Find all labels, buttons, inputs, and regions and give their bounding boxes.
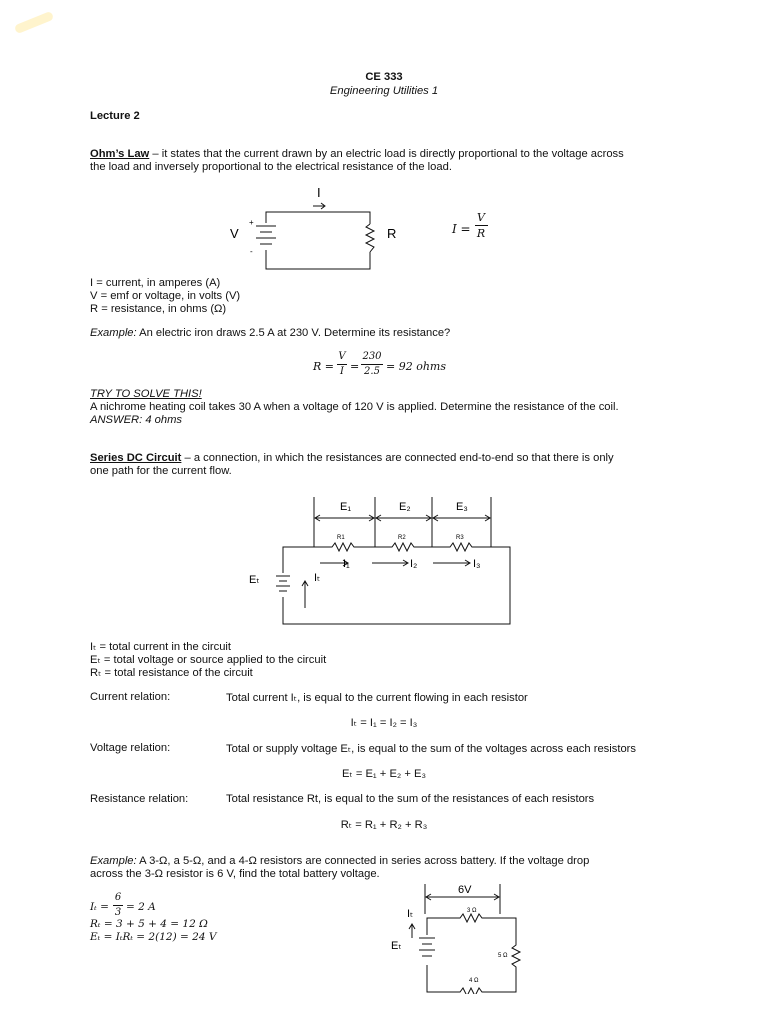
try-to-solve: [90, 388, 619, 427]
example-label: Example:: [90, 855, 137, 867]
series-definition: [90, 452, 614, 478]
solution-num: 230: [362, 351, 382, 362]
solution-i: I: [340, 366, 344, 377]
ohms-example: [90, 327, 450, 339]
r1-label: R1: [337, 535, 345, 541]
resistance-relation-text: Total resistance Rt, is equal to the sum of the resistances of each resistors: [226, 793, 595, 805]
ohms-law-text: – it states that the current drawn by an electric load is directly proportional to the voltage across: [149, 148, 624, 160]
voltage-relation-formula: Eₜ = E₁ + E₂ + E₃: [341, 768, 427, 780]
solution-rt: Rₜ = 3 + 5 + 4 = 12 Ω: [90, 918, 208, 930]
current-relation-label: Current relation:: [90, 691, 171, 703]
ohms-formula-num: V: [477, 211, 485, 224]
resistor-symbol: [366, 224, 374, 252]
example-it-label: Iₜ: [407, 908, 414, 920]
solution-it-lhs: Iₜ =: [90, 901, 109, 913]
legend-total-voltage: Eₜ = total voltage or source applied to the circuit: [90, 654, 327, 666]
ohms-legend: [90, 277, 240, 316]
solution-result: = 92 ohms: [386, 360, 446, 373]
try-label: TRY TO SOLVE THIS!: [90, 388, 202, 400]
ohms-law-definition: [90, 148, 624, 174]
r2-label: R2: [398, 535, 406, 541]
e1-label: E₁: [340, 501, 352, 513]
solution-eq: =: [350, 360, 360, 373]
current-relation-text: Total current Iₜ, is equal to the current flowing in each resistor: [226, 692, 528, 704]
course-subtitle: Engineering Utilities 1: [329, 85, 439, 97]
top-wire: [266, 212, 370, 224]
current-label: I: [317, 185, 321, 200]
course-code: CE 333: [365, 71, 403, 83]
ohms-circuit-diagram: [220, 180, 420, 280]
it-label: Iₜ: [314, 572, 321, 584]
i3-label: I₃: [473, 558, 481, 570]
solution-den: 2.5: [364, 366, 380, 377]
solution-v: V: [338, 351, 346, 362]
example-voltage-label: 6V: [458, 884, 472, 896]
voltage-label: V: [230, 226, 239, 241]
legend-current: I = current, in amperes (A): [90, 277, 221, 289]
series-text-2: one path for the current flow.: [90, 465, 232, 477]
example-r4-label: 4 Ω: [469, 978, 479, 984]
try-text: A nichrome heating coil takes 30 A when a voltage of 120 V is applied. Determine the resistance of the coil.: [90, 401, 619, 413]
lecture-title: Lecture 2: [90, 110, 140, 122]
highlighter-mark: [14, 11, 54, 34]
current-relation-formula: Iₜ = I₁ = I₂ = I₃: [350, 717, 418, 729]
ohms-law-term: Ohm’s Law: [90, 148, 150, 160]
ohms-law-text-2: the load and inversely proportional to the electrical resistance of the load.: [90, 161, 452, 173]
i2-label: I₂: [410, 558, 418, 570]
series-text: – a connection, in which the resistances are connected end-to-end so that there is only: [181, 452, 614, 464]
fraction-bar: [475, 225, 488, 226]
et-label: Eₜ: [249, 574, 260, 586]
bottom-wire: [266, 250, 370, 269]
solution-it-rhs: = 2 A: [126, 901, 156, 913]
legend-total-resistance: Rₜ = total resistance of the circuit: [90, 667, 253, 679]
series-legend: [90, 641, 326, 680]
resistance-relation-label: Resistance relation:: [90, 793, 189, 805]
example-text-2: across the 3-Ω resistor is 6 V, find the total battery voltage.: [90, 868, 380, 880]
legend-resistance: R = resistance, in ohms (Ω): [90, 303, 227, 315]
ohms-formula-lhs: I =: [452, 222, 471, 236]
ohms-formula-den: R: [476, 227, 486, 240]
series-example: [90, 855, 589, 881]
minus-sign: -: [250, 247, 253, 256]
series-term: Series DC Circuit: [90, 452, 182, 464]
example-circuit-diagram: [388, 882, 528, 994]
solution-r: R =: [313, 360, 334, 373]
battery-symbol: [256, 226, 276, 244]
try-answer: ANSWER: 4 ohms: [90, 414, 183, 426]
fraction-bar: [361, 364, 383, 365]
solution-it-num: 6: [114, 892, 122, 903]
series-circuit-diagram: [240, 493, 530, 633]
example-label: Example:: [90, 327, 137, 339]
fraction-bar: [113, 905, 123, 906]
example-r5-label: 5 Ω: [498, 953, 508, 959]
r3-label: R3: [456, 535, 464, 541]
voltage-relation-text: Total or supply voltage Eₜ, is equal to the sum of the voltages across each resistors: [226, 743, 636, 755]
fraction-bar: [337, 364, 347, 365]
i1-label: I₁: [343, 558, 350, 570]
solution-et: Eₜ = IₜRₜ = 2(12) = 24 V: [90, 931, 217, 943]
e2-label: E₂: [399, 501, 411, 513]
solution-it-den: 3: [114, 907, 122, 918]
voltage-relation-label: Voltage relation:: [90, 742, 171, 754]
example-text: An electric iron draws 2.5 A at 230 V. Determine its resistance?: [136, 327, 451, 339]
example-r3-label: 3 Ω: [467, 908, 477, 914]
legend-voltage: V = emf or voltage, in volts (V): [90, 290, 241, 302]
e3-label: E₃: [456, 501, 468, 513]
resistance-relation-formula: Rₜ = R₁ + R₂ + R₃: [340, 819, 428, 831]
legend-total-current: Iₜ = total current in the circuit: [90, 641, 232, 653]
resistance-label: R: [387, 226, 397, 241]
example-text: A 3-Ω, a 5-Ω, and a 4-Ω resistors are connected in series across battery. If the voltage drop: [136, 855, 590, 867]
example-et-label: Eₜ: [391, 940, 402, 952]
plus-sign: +: [249, 218, 254, 227]
